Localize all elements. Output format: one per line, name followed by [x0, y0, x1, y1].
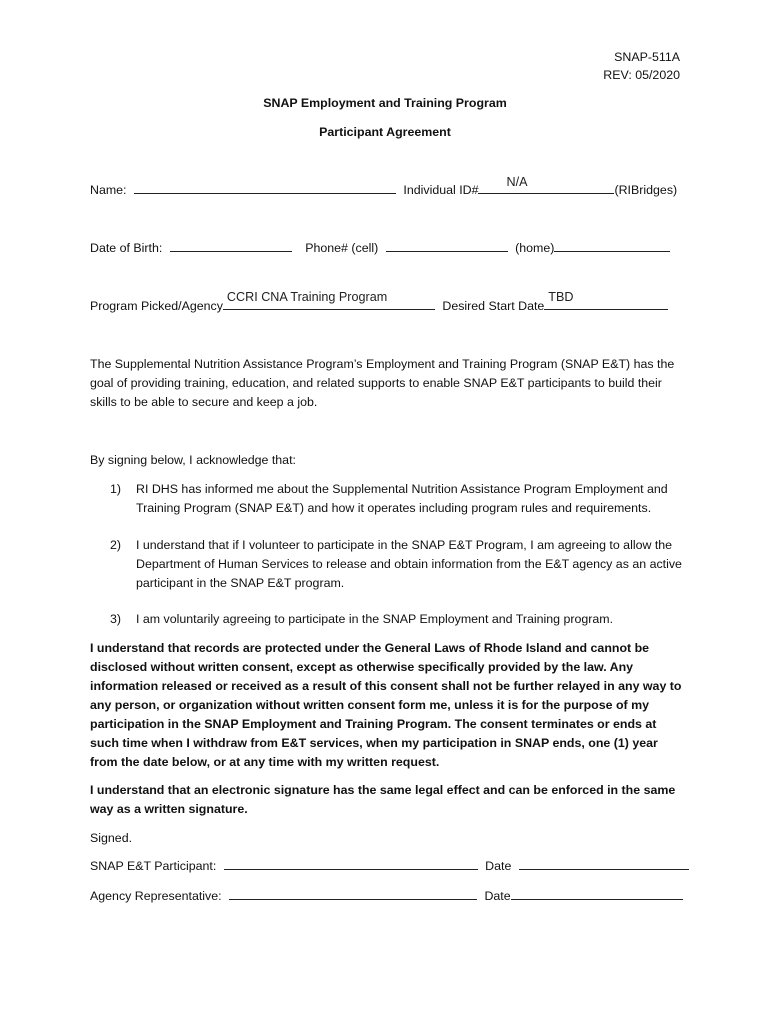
dob-field[interactable] — [170, 240, 292, 252]
list-text: I am voluntarily agreeing to participate in the SNAP Employment and Training program. — [136, 612, 614, 626]
list-number: 2) — [110, 538, 122, 552]
document-title: SNAP Employment and Training Program — [263, 96, 507, 110]
dob-phone-row — [90, 239, 670, 257]
agency-date-field[interactable] — [511, 888, 683, 900]
form-id: SNAP-511A — [614, 50, 680, 64]
agency-date-label: Date — [484, 889, 511, 903]
name-label: Name: — [90, 183, 127, 197]
phone-home-field[interactable] — [554, 240, 670, 252]
start-date-value: TBD — [548, 290, 574, 304]
list-text: I understand that if I volunteer to participate in the SNAP E&T Program, I am agreeing to allow the Department of Human Services to release and obtain information from the E&T agency as an active participant in the SNAP E&T program. — [136, 538, 682, 590]
program-label: Program Picked/Agency — [90, 299, 223, 313]
program-value: CCRI CNA Training Program — [226, 290, 388, 304]
agency-signature-row — [90, 887, 683, 905]
name-row — [90, 175, 678, 199]
list-text: RI DHS has informed me about the Supplemental Nutrition Assistance Program Employment and Training Program (SNAP E&T) and how it operates including program rules and requirements. — [136, 482, 668, 515]
individual-id-value: N/A — [506, 175, 528, 189]
acknowledgement-item — [110, 480, 684, 518]
list-number: 1) — [110, 482, 122, 496]
individual-id-field[interactable] — [478, 175, 614, 194]
participant-label: SNAP E&T Participant: — [90, 859, 217, 873]
acknowledge-lead: By signing below, I acknowledge that: — [90, 453, 296, 467]
revision-date: REV: 05/2020 — [603, 68, 680, 82]
start-date-label: Desired Start Date — [442, 299, 545, 313]
list-number: 3) — [110, 612, 122, 626]
name-field[interactable] — [134, 182, 396, 194]
program-field[interactable] — [223, 290, 435, 310]
consent-paragraph: I understand that records are protected under the General Laws of Rhode Island and cannot be disclosed without written consent, except as otherwise specifically provided by the law. Any information released or received as a result of this consent shall not be further relayed in any way to any person, or organization without written consent form me, unless it is for the purpose of my participation in the SNAP Employment and Training Program. The consent terminates or ends at such time when I withdraw from E&T services, when my participation in SNAP ends, one (1) year from the date below, or at any time with my written request. — [90, 641, 682, 769]
esignature-paragraph: I understand that an electronic signature has the same legal effect and can be enforced in the same way as a written signature. — [90, 783, 676, 816]
start-date-field[interactable] — [544, 290, 668, 310]
participant-signature-field[interactable] — [224, 858, 478, 870]
program-row — [90, 290, 668, 315]
acknowledgement-item — [110, 536, 684, 593]
acknowledgement-item — [110, 610, 684, 629]
intro-paragraph: The Supplemental Nutrition Assistance Program’s Employment and Training Program (SNAP E&T) has the goal of providing training, education, and related supports to enable SNAP E&T participants to build their skills to be able to secure and keep a job. — [90, 357, 675, 409]
participant-date-label: Date — [485, 859, 512, 873]
phone-home-label: (home) — [515, 241, 555, 255]
participant-signature-row — [90, 857, 689, 875]
participant-date-field[interactable] — [519, 858, 689, 870]
signed-label: Signed. — [90, 831, 133, 845]
ribridges-label: (RIBridges) — [614, 183, 678, 197]
phone-cell-field[interactable] — [386, 240, 508, 252]
dob-label: Date of Birth: — [90, 241, 163, 255]
phone-cell-label: Phone# (cell) — [305, 241, 379, 255]
agency-signature-field[interactable] — [229, 888, 477, 900]
agency-label: Agency Representative: — [90, 889, 222, 903]
individual-id-label: Individual ID# — [403, 183, 479, 197]
document-subtitle: Participant Agreement — [319, 125, 451, 139]
